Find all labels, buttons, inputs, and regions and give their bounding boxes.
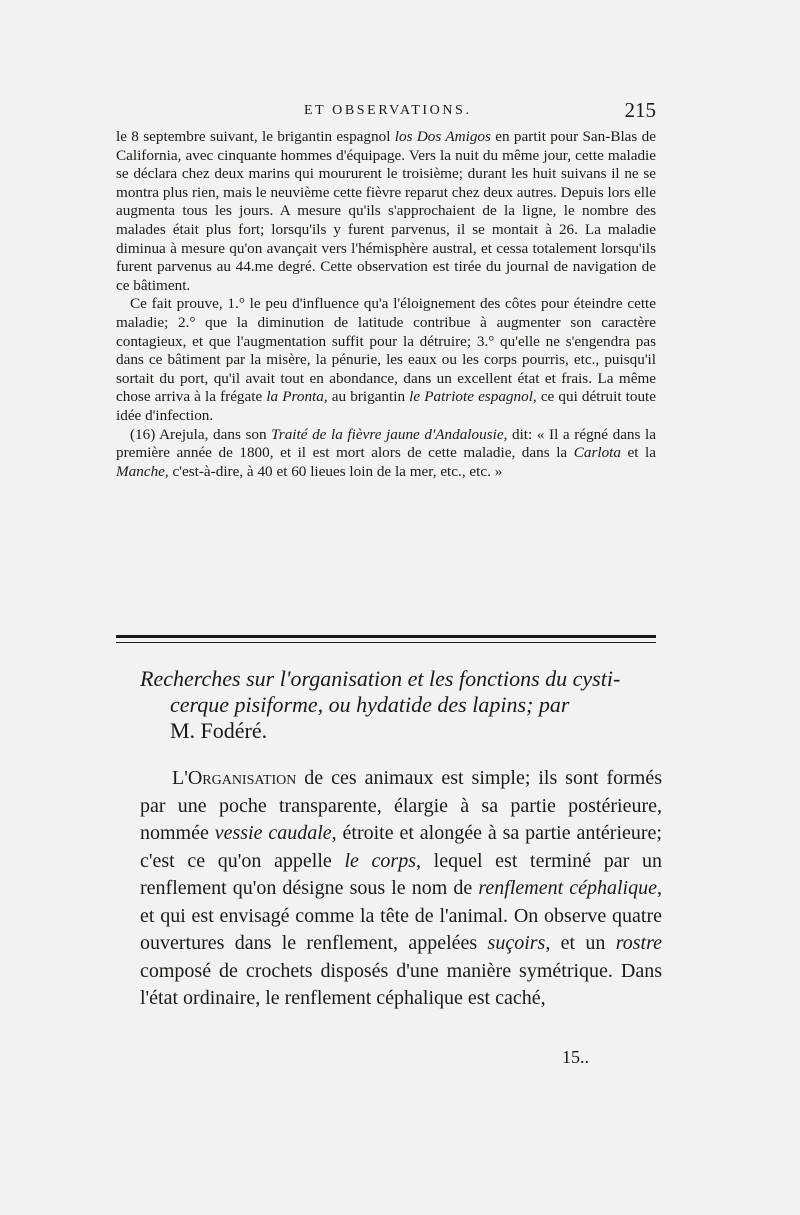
divider-thick-rule <box>116 635 656 638</box>
page-header <box>130 100 660 126</box>
ship-name: los Dos Amigos <box>394 128 491 145</box>
lead-word: L'Organisation <box>172 767 297 789</box>
running-head: ET OBSERVATIONS. <box>304 103 472 118</box>
term: rostre <box>615 932 662 954</box>
note-paragraph-3: (16) Arejula, dans son Traité de la fièvre jaune d'Andalousie, dit: « Il a régné dans la première année de 1800, et il est mort alors de cette maladie, dans la Carlota et la Manche, c'est-à-dire, à 40 et 60 lieues loin de la mer, etc., etc. » <box>116 425 657 480</box>
divider-thin-rule <box>116 642 656 643</box>
term: renflement céphalique <box>478 877 657 899</box>
section-divider <box>116 635 656 647</box>
term: vessie caudale <box>214 822 332 844</box>
article-title <box>140 666 660 744</box>
signature-mark: 15.. <box>562 1047 589 1067</box>
work-title: Traité de la fièvre jaune d'Andalousie <box>271 425 504 443</box>
place-name: Manche <box>116 462 165 480</box>
footnotes-block <box>116 128 656 481</box>
note-paragraph-1: le 8 septembre suivant, le brigantin espagnol los Dos Amigos en partit pour San-Blas de California, avec cinquante hommes d'équipage. Vers la nuit du même jour, cette maladie se déclara chez deux marins qui moururent le troisième; durant les huit suivans il ne se montra plus rien, mais le neuvième cette fièvre reparut chez deux autres. Depuis lors elle augmenta tous les jours. A mesure qu'ils s'approchaient de la ligne, le nombre des malades était plus fort; lorsqu'ils y furent parvenus, il se montait à 26. La maladie diminua à mesure qu'on avançait vers l'hémisphère austral, et cessa totalement lorsqu'ils furent parvenus au 44.me degré. Cette observation est tirée du journal de navigation de ce bâtiment. <box>116 128 656 294</box>
title-line-2: cerque pisiforme, ou hydatide des lapins; par <box>170 692 570 717</box>
title-line-1: Recherches sur l'organisation et les fonctions du cysti- <box>140 666 621 691</box>
page-number: 215 <box>624 98 656 122</box>
ship-name: la Pronta <box>266 388 324 406</box>
place-name: Carlota <box>573 444 621 462</box>
article-body: L'Organisation de ces animaux est simple; ils sont formés par une poche transparente, élargie à sa partie postérieure, nommée vessie caudale, étroite et alongée à sa partie antérieure; c'est ce qu'on appelle le corps, lequel est terminé par un renflement qu'on désigne sous le nom de renflement céphalique, et qui est envisagé comme la tête de l'animal. On observe quatre ouvertures dans le renflement, appelées suçoirs, et un rostre composé de crochets disposés d'une manière symétrique. Dans l'état ordinaire, le renflement céphalique est caché, <box>140 767 662 1009</box>
term: le corps <box>344 849 416 872</box>
term: suçoirs <box>487 932 546 954</box>
article-author: M. Fodéré. <box>170 718 268 743</box>
ship-name: le Patriote espagnol <box>409 388 533 406</box>
note-paragraph-2: Ce fait prouve, 1.° le peu d'influence qu'a l'éloignement des côtes pour éteindre cette maladie; 2.° que la diminution de latitude contribue à augmenter son caractère contagieux, et que l'augmentation suffit pour la détruire; 3.° qu'elle ne s'engendra pas dans ce bâtiment par la misère, la pénurie, les eaux ou les corps pourris, etc., puisqu'il sortait du port, qu'il avait tout en abondance, dans un excellent état et frais. La même chose arriva à la frégate la Pronta, au brigantin le Patriote espagnol, ce qui détruit toute idée d'infection. <box>116 295 657 424</box>
